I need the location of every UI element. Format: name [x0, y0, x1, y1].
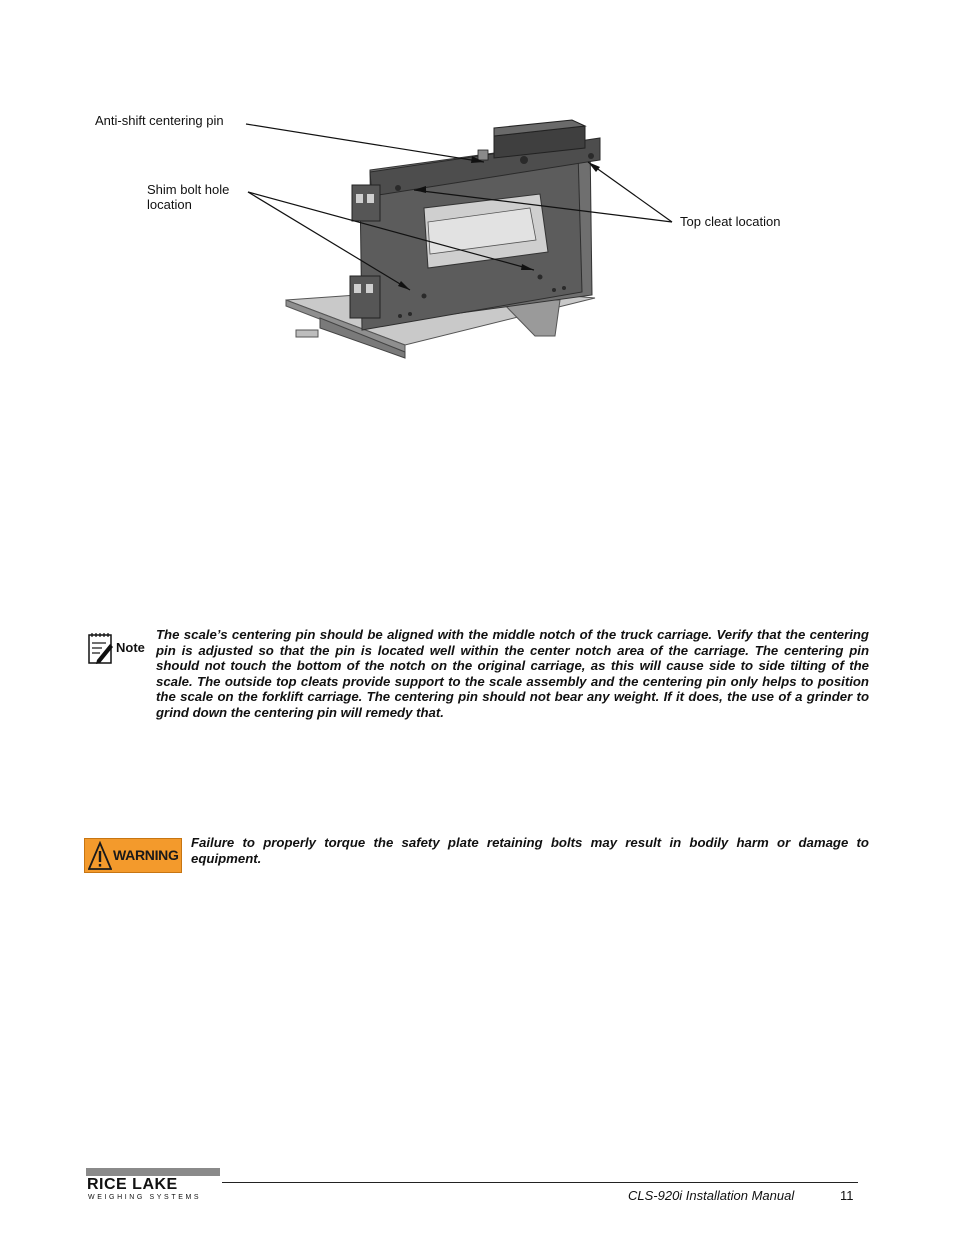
logo-line2: WEIGHING SYSTEMS	[88, 1194, 202, 1201]
manual-title: CLS-920i Installation Manual	[628, 1188, 795, 1203]
callout-anti-shift-centering-pin: Anti-shift centering pin	[95, 113, 224, 128]
warning-badge	[84, 838, 182, 873]
callout-top-cleat-location: Top cleat location	[680, 214, 781, 229]
logo-line1: RICE LAKE	[87, 1176, 178, 1193]
scale-assembly-figure	[0, 0, 954, 380]
note-block-icon	[88, 632, 148, 666]
warning-text: Failure to properly torque the safety plate retaining bolts may result in bodily harm or damage to equipment.	[191, 835, 869, 866]
callout-shim-bolt-line2: location	[147, 197, 192, 212]
logo-bar	[86, 1168, 220, 1176]
footer-rule	[222, 1182, 858, 1183]
page-number: 11	[840, 1188, 854, 1203]
callout-shim-bolt-hole	[147, 182, 229, 212]
warning-triangle-icon	[88, 841, 112, 871]
note-label: Note	[116, 640, 145, 655]
warning-label: WARNING	[113, 847, 179, 863]
note-text: The scale’s centering pin should be aligned with the middle notch of the truck carriage. Verify that the centering pin is adjusted so that the pin is located well within the center notch area of the carriage. The centering pin should not touch the bottom of the notch on the original carriage, as this will cause side to side tilting of the scale. The outside top cleats provide support to the scale assembly and the centering pin only helps to position the scale on the forklift carriage. The centering pin should not bear any weight. If it does, the use of a grinder to grind down the centering pin will remedy that.	[156, 627, 869, 720]
rice-lake-logo	[86, 1168, 222, 1204]
callout-shim-bolt-line1: Shim bolt hole	[147, 182, 230, 197]
note-icon	[88, 632, 114, 664]
